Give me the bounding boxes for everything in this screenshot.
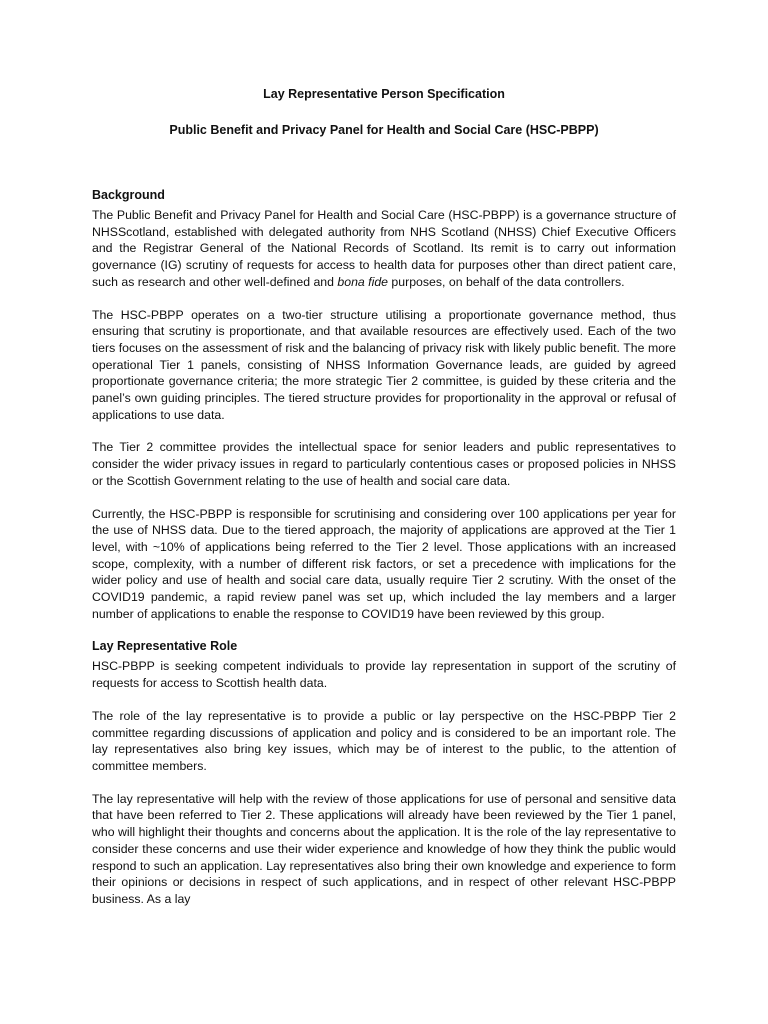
lay-role-paragraph-2: The role of the lay representative is to provide a public or lay perspective on the HSC-PBPP Tier 2 committee regarding discussions of application and policy and is considered to be an important role. The lay representatives also bring key issues, which may be of interest to the public, to the attention of committee members.: [92, 708, 676, 773]
lay-role-paragraph-3: The lay representative will help with the review of those applications for use of personal and sensitive data that have been referred to Tier 2. These applications will already have been reviewed by the Tier 1 panel, who will highlight their thoughts and concerns about the application. It is the role of the lay representative to consider these concerns and use their wider experience and knowledge of how they think the public would respond to such an application. Lay representatives also bring their own knowledge and experience to form their opinions or decisions in respect of such applications, and in respect of other relevant HSC-PBPP business. As a lay: [92, 791, 676, 906]
section-heading-background: Background: [92, 188, 165, 202]
document-subtitle: Public Benefit and Privacy Panel for Health and Social Care (HSC-PBPP): [169, 123, 599, 137]
background-paragraph-3: The Tier 2 committee provides the intellectual space for senior leaders and public representatives to consider the wider privacy issues in regard to particularly contentious cases or proposed policies in NHSS or the Scottish Government relating to the use of health and social care data.: [92, 440, 676, 488]
background-paragraph-4: Currently, the HSC-PBPP is responsible for scrutinising and considering over 100 applications per year for the use of NHSS data. Due to the tiered approach, the majority of applications are approved at the Tier 1 level, with ~10% of applications being referred to the Tier 2 level. Those applications with an increased scope, complexity, with a number of different risk factors, or set a precedence with implications for the wider policy and use of health and social care data, usually require Tier 2 scrutiny. With the onset of the COVID19 pandemic, a rapid review panel was set up, which included the lay members and a larger number of applications to enable the response to COVID19 have been reviewed by this group.: [92, 506, 676, 621]
lay-role-paragraph-1: HSC-PBPP is seeking competent individuals to provide lay representation in support of the scrutiny of requests for access to Scottish health data.: [92, 659, 676, 691]
background-paragraph-1-text: The Public Benefit and Privacy Panel for Health and Social Care (HSC-PBPP) is a governance structure of NHSScotland, established with delegated authority from NHS Scotland (NHSS) Chief Executive Officers and the Registrar General of the National Records of Scotland. Its remit is to carry out information governance (IG) scrutiny of requests for access to health data for purposes other than direct patient care, such as research and other well-defined and: [92, 208, 676, 289]
background-paragraph-1-italic: bona fide: [337, 274, 389, 289]
document-title: Lay Representative Person Specification: [263, 87, 505, 101]
background-paragraph-1-text-end: purposes, on behalf of the data controllers.: [388, 274, 625, 289]
background-paragraph-1: [92, 207, 676, 291]
section-heading-lay-role: Lay Representative Role: [92, 639, 238, 654]
background-paragraph-2: The HSC-PBPP operates on a two-tier structure utilising a proportionate governance method, thus ensuring that scrutiny is proportionate, and that available resources are effectively used. Each of the two tiers focuses on the assessment of risk and the balancing of privacy risk with likely public benefit. The more operational Tier 1 panels, consisting of NHSS Information Governance leads, are guided by agreed proportionate governance criteria; the more strategic Tier 2 committee, is guided by these criteria and the panel’s own guiding principles. The tiered structure provides for proportionality in the approval or refusal of applications to use data.: [92, 307, 676, 422]
